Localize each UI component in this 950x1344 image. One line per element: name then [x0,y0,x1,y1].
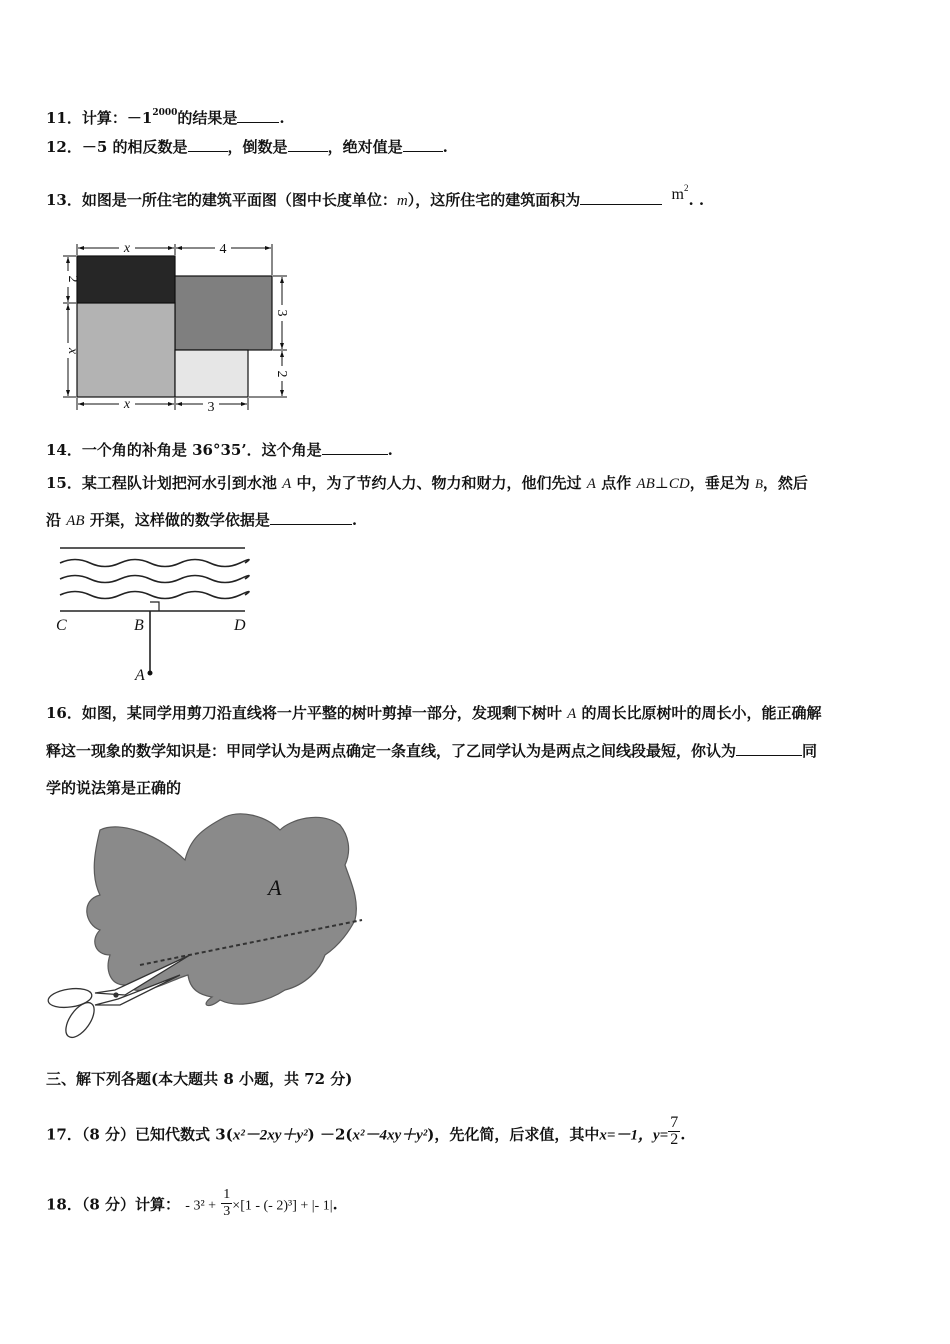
question-17: 17．（8 分）已知代数式 3(x²－2xy＋y²) －2(x²－4xy＋y²)，先化简，后求值，其中x=－1，y= $\frac{7}{2}$ . [46,1114,686,1148]
dim-label-2-right: 2 [274,370,289,378]
question-11: 11．计算：$-1^{2000}$的结果是 . [46,108,285,127]
question-16-line-2: 释这一现象的数学知识是：甲同学认为是两点确定一条直线，了乙同学认为是两点之间线段最短，你认为 同 [46,742,818,760]
question-16-line-3: 学的说法第是正确的 [46,779,182,797]
question-number: 14． [46,441,82,459]
right-angle-mark [150,602,159,611]
point-a [148,671,153,676]
dim-label-2-left: 2 [65,275,80,283]
section-heading: 三、解下列各题(本大题共 8 小题，共 72 分) [46,1070,353,1088]
room-dark [77,256,175,303]
dim-label-3-bottom: 3 [207,400,215,415]
fraction-one-third: $\frac{1}{3}$ [223,1187,231,1219]
label-c: C [56,617,67,634]
answer-blank[interactable] [270,510,352,525]
answer-blank[interactable] [403,137,443,152]
floor-plan-figure [55,238,295,418]
answer-blank[interactable] [736,741,802,756]
river-wave [60,560,249,567]
question-number: 12． [46,138,82,156]
river-canal-figure [50,540,260,685]
question-15-line-1: 15．某工程队计划把河水引到水池 A 中，为了节约人力、物力和财力，他们先过 A 点作 AB⊥CD，垂足为 B，然后 [46,474,808,492]
question-13: 13．如图是一所住宅的建筑平面图（图中长度单位：m），这所住宅的建筑面积为 $m^2$. . [46,183,705,209]
dim-label-3-right: 3 [274,309,289,317]
river-wave [60,576,249,583]
answer-blank[interactable] [288,137,328,152]
question-number: 13． [46,191,82,209]
room-light [77,303,175,397]
question-number: 16． [46,704,82,722]
leaf-shape [87,814,357,1006]
room-mid [175,276,272,350]
question-number: 15． [46,474,82,492]
label-a: A [135,667,145,684]
question-12: 12．－5 的相反数是 ，倒数是 ，绝对值是 . [46,138,448,156]
label-b: B [134,617,144,634]
question-18: 18．（8 分）计算： - 3² + $\frac{1}{3}$ ×[1 - (- 2)³] + |- 1|. [46,1187,338,1219]
leaf-scissors-figure [40,805,370,1050]
label-d: D [234,617,246,634]
question-15-line-2: 沿 AB 开渠，这样做的数学依据是 . [46,511,358,529]
dim-label-x-bottom: x [123,397,131,412]
unit-label: $m^2$ [671,183,689,203]
room-pale [175,350,248,397]
dim-label-4: 4 [219,242,227,257]
question-number: 11． [46,109,82,127]
river-wave [60,592,249,599]
question-number: 18． [46,1195,82,1214]
question-14: 14．一个角的补角是 36°35’．这个角是 . [46,441,393,459]
dim-label-x-left: x [65,347,80,355]
leaf-label-a: A [268,875,282,900]
answer-blank[interactable] [322,440,388,455]
answer-blank[interactable] [237,108,279,123]
question-16-line-1: 16．如图，某同学用剪刀沿直线将一片平整的树叶剪掉一部分，发现剩下树叶 A 的周长比原树叶的周长小，能正确解 [46,704,822,722]
dim-label-x-top: x [123,241,131,256]
question-number: 17． [46,1125,82,1144]
answer-blank[interactable] [188,137,228,152]
fraction-seven-halves: $\frac{7}{2}$ [670,1114,679,1148]
answer-blank[interactable] [580,190,662,205]
